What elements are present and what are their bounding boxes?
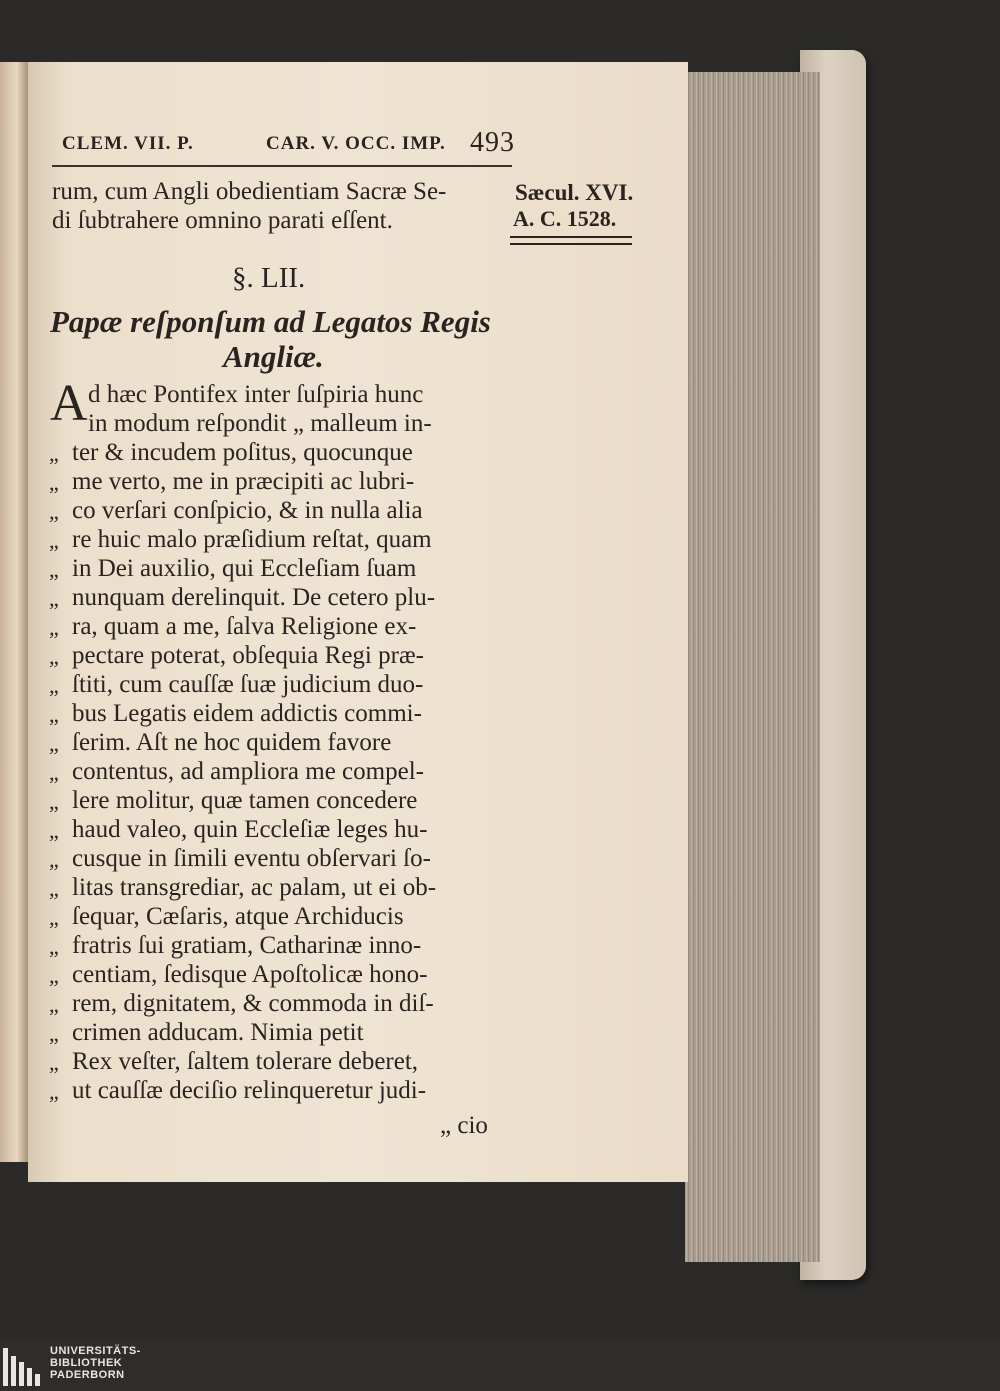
quote-mark: „ [49, 905, 59, 930]
quote-mark: „ [49, 528, 59, 553]
library-footer [0, 1340, 1000, 1391]
section-title: Papæ reſponſum ad Legatos Regis [50, 304, 491, 339]
body-line: ra, quam a me, ſalva Religione ex- [72, 613, 417, 640]
quote-mark: „ [49, 760, 59, 785]
body-line: in Dei auxilio, qui Eccleſiam ſuam [72, 555, 417, 582]
margin-rule [510, 236, 632, 245]
quote-mark: „ [49, 499, 59, 524]
library-name-line: BIBLIOTHEK [50, 1357, 123, 1369]
body-line: ſequar, Cæſaris, atque Archiducis [72, 903, 404, 930]
quote-mark: „ [49, 789, 59, 814]
body-line: crimen adducam. Nimia petit [72, 1019, 364, 1046]
quote-mark: „ [49, 470, 59, 495]
quote-mark: „ [49, 963, 59, 988]
body-line: rem, dignitatem, & commoda in diſ- [72, 990, 434, 1017]
library-name [50, 1345, 141, 1381]
quote-mark: „ [49, 644, 59, 669]
quote-mark: „ [49, 673, 59, 698]
body-line: fratris ſui gratiam, Catharinæ inno- [72, 932, 422, 959]
body-line: ſerim. Aſt ne hoc quidem favore [72, 729, 392, 756]
body-line: in modum reſpondit „ malleum in- [88, 410, 432, 437]
quote-mark: „ [49, 1079, 59, 1104]
running-head-left: CLEM. VII. P. [62, 133, 194, 154]
quote-mark: „ [49, 847, 59, 872]
body-line: litas transgrediar, ac palam, ut ei ob- [72, 874, 437, 901]
body-line: haud valeo, quin Eccleſiæ leges hu- [72, 816, 428, 843]
section-title-continued: Angliæ. [223, 339, 324, 374]
body-line: me verto, me in præcipiti ac lubri- [72, 468, 415, 495]
body-line: lere molitur, quæ tamen concedere [72, 787, 418, 814]
body-line: pectare poterat, obſequia Regi præ- [72, 642, 424, 669]
body-line: contentus, ad ampliora me compel- [72, 758, 424, 785]
page-block-edge [685, 72, 820, 1262]
quote-mark: „ [49, 876, 59, 901]
quote-mark: „ [49, 615, 59, 640]
margin-note-century: Sæcul. XVI. [515, 180, 634, 205]
quote-mark: „ [49, 934, 59, 959]
intro-line: rum, cum Angli obedientiam Sacræ Se- [52, 178, 447, 205]
body-line: co verſari conſpicio, & in nulla alia [72, 497, 423, 524]
drop-cap: A [50, 375, 88, 432]
body-line: d hæc Pontifex inter ſuſpiria hunc [88, 381, 424, 408]
header-rule [52, 165, 512, 167]
quote-mark: „ [49, 557, 59, 582]
running-head-middle: CAR. V. OCC. IMP. [266, 133, 446, 154]
library-name-line: PADERBORN [50, 1369, 125, 1381]
quote-mark: „ [49, 992, 59, 1017]
quote-mark: „ [49, 731, 59, 756]
library-name-line: UNIVERSITÄTS- [50, 1345, 141, 1357]
body-line: nunquam derelinquit. De cetero plu- [72, 584, 436, 611]
page-number: 493 [470, 127, 515, 158]
body-line: ut cauſſæ deciſio relinqueretur judi- [72, 1077, 427, 1104]
body-line: cusque in ſimili eventu obſervari ſo- [72, 845, 431, 872]
quote-mark: „ [49, 818, 59, 843]
running-head [60, 127, 620, 163]
library-logo-icon [3, 1348, 43, 1386]
body-line: ter & incudem poſitus, quocunque [72, 439, 413, 466]
facing-page-edge [0, 62, 28, 1162]
quote-mark: „ [49, 1021, 59, 1046]
body-line: bus Legatis eidem addictis commi- [72, 700, 422, 727]
body-line: centiam, ſedisque Apoſtolicæ hono- [72, 961, 428, 988]
quote-mark: „ [49, 702, 59, 727]
margin-note-year: A. C. 1528. [513, 206, 617, 231]
section-number: §. LII. [232, 262, 306, 294]
body-line: ſtiti, cum cauſſæ ſuæ judicium duo- [72, 671, 424, 698]
body-line: Rex veſter, ſaltem tolerare deberet, [72, 1048, 419, 1075]
catchword: „ cio [440, 1112, 488, 1139]
quote-mark: „ [49, 441, 59, 466]
quote-mark: „ [49, 586, 59, 611]
body-line: re huic malo præſidium reſtat, quam [72, 526, 432, 553]
intro-line: di ſubtrahere omnino parati eſſent. [52, 207, 393, 234]
quote-mark: „ [49, 1050, 59, 1075]
